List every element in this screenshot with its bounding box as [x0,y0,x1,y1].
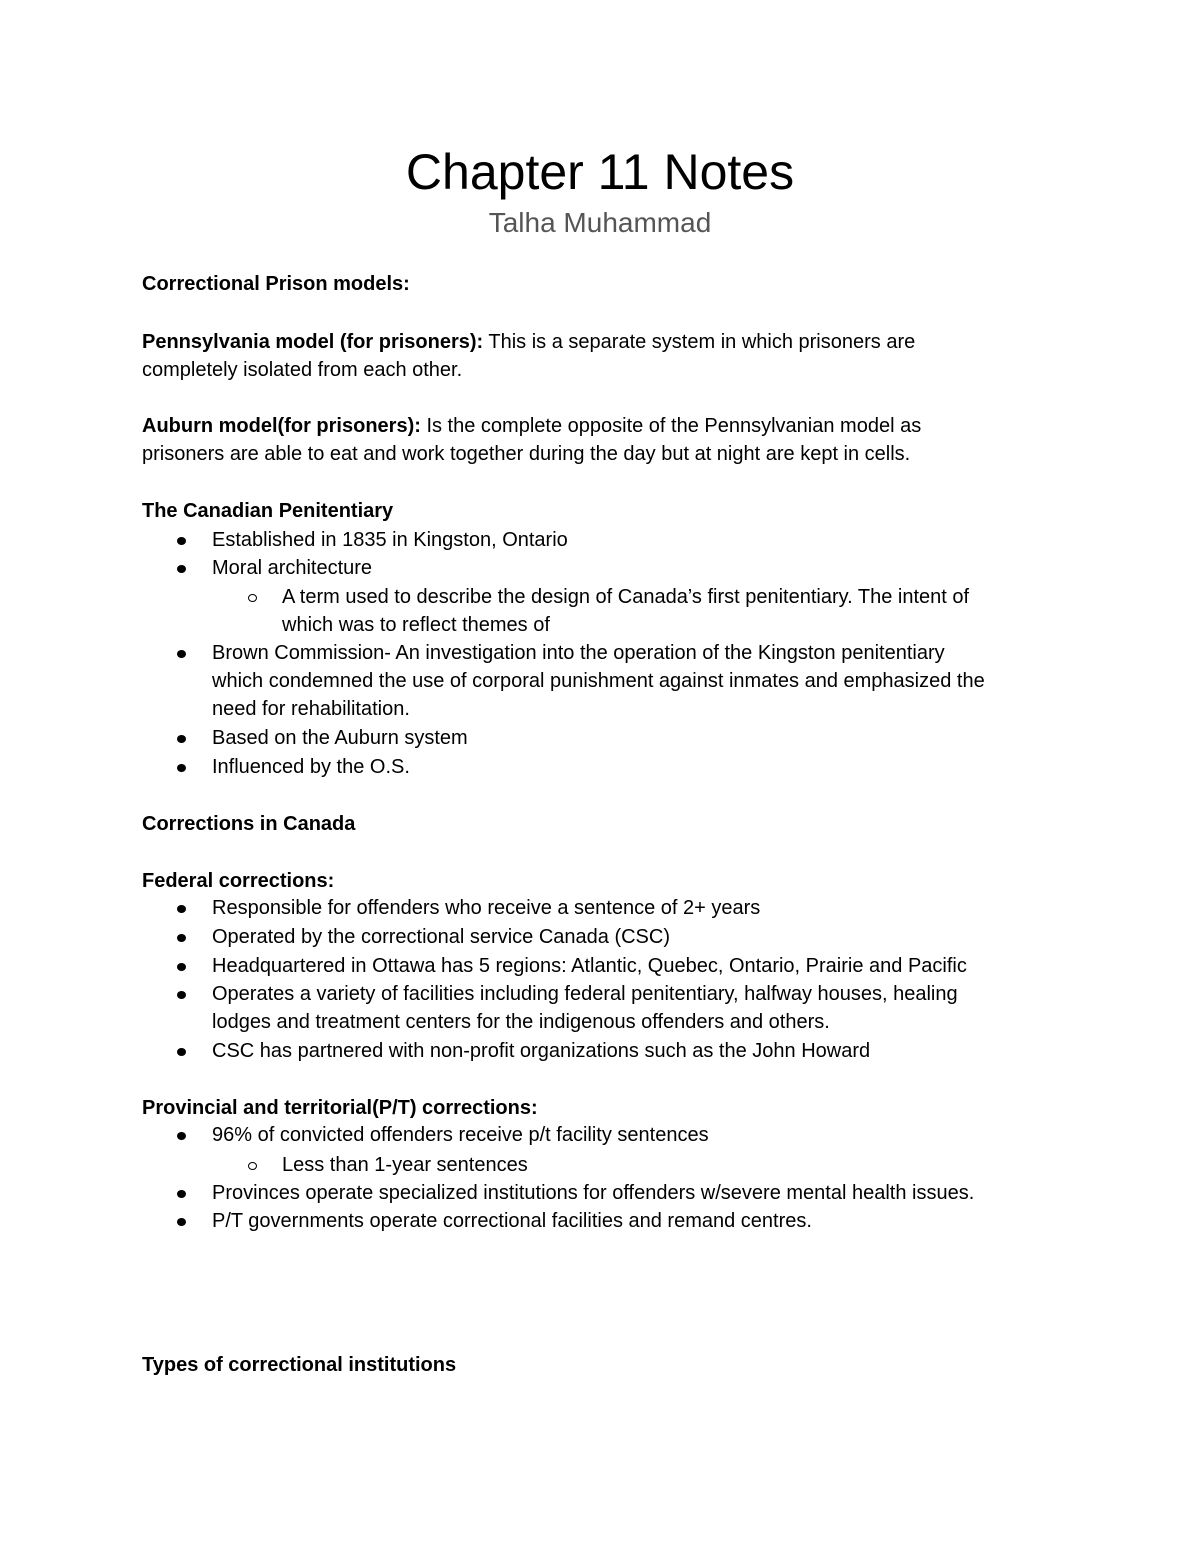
bullet-icon [177,905,186,913]
list-item-cont: which condemned the use of corporal punishment against inmates and emphasized the [212,670,985,692]
bullet-icon [177,934,186,942]
bullet-icon [177,537,186,545]
list-item: Influenced by the O.S. [212,756,410,778]
sub-list-item-cont: which was to reflect themes of [282,614,550,636]
auburn-paragraph [142,412,921,440]
pennsylvania-text: This is a separate system in which prisoners are [483,331,916,353]
list-item: Headquartered in Ottawa has 5 regions: Atlantic, Quebec, Ontario, Prairie and Pacific [212,955,967,977]
list-item: Moral architecture [212,557,373,579]
bullet-icon [177,1048,186,1056]
list-item: Operated by the correctional service Canada (CSC) [212,926,670,948]
document-title: Chapter 11 Notes [405,144,795,200]
heading-types-institutions: Types of correctional institutions [142,1354,457,1376]
auburn-text-cont: prisoners are able to eat and work together during the day but at night are kept in cells. [142,443,911,465]
heading-provincial-corrections: Provincial and territorial(P/T) corrections: [142,1097,538,1119]
list-item: Established in 1835 in Kingston, Ontario [212,529,568,551]
document-author: Talha Muhammad [488,207,712,238]
bullet-icon [177,991,186,999]
pennsylvania-paragraph [142,328,915,356]
sub-bullet-icon [248,594,257,602]
auburn-text: Is the complete opposite of the Pennsylvanian model as [420,415,922,437]
list-item-cont: lodges and treatment centers for the indigenous offenders and others. [212,1011,830,1033]
bullet-icon [177,650,186,658]
bullet-icon [177,1218,186,1226]
list-item: 96% of convicted offenders receive p/t facility sentences [212,1124,709,1146]
list-item: Based on the Auburn system [212,727,468,749]
bullet-icon [177,1132,186,1140]
list-item: P/T governments operate correctional facilities and remand centres. [212,1210,812,1232]
sub-list-item: A term used to describe the design of Canada’s first penitentiary. The intent of [282,586,970,608]
bullet-icon [177,565,186,573]
list-item: CSC has partnered with non-profit organizations such as the John Howard [212,1040,871,1062]
list-item: Provinces operate specialized institutions for offenders w/severe mental health issues. [212,1182,975,1204]
list-item: Operates a variety of facilities including federal penitentiary, halfway houses, healing [212,983,958,1005]
auburn-label: Auburn model(for prisoners): [142,415,421,437]
list-item: Brown Commission- An investigation into the operation of the Kingston penitentiary [212,642,945,664]
bullet-icon [177,1190,186,1198]
heading-canadian-penitentiary: The Canadian Penitentiary [142,500,394,522]
sub-bullet-icon [248,1162,257,1170]
bullet-icon [177,963,186,971]
sub-list-item: Less than 1-year sentences [282,1154,528,1176]
bullet-icon [177,735,186,743]
heading-corrections-canada: Corrections in Canada [142,813,356,835]
list-item-cont: need for rehabilitation. [212,698,410,720]
heading-prison-models: Correctional Prison models: [142,273,410,295]
bullet-icon [177,764,186,772]
pennsylvania-label: Pennsylvania model (for prisoners): [142,331,484,353]
list-item: Responsible for offenders who receive a sentence of 2+ years [212,897,761,919]
pennsylvania-text-cont: completely isolated from each other. [142,359,463,381]
heading-federal-corrections: Federal corrections: [142,870,335,892]
